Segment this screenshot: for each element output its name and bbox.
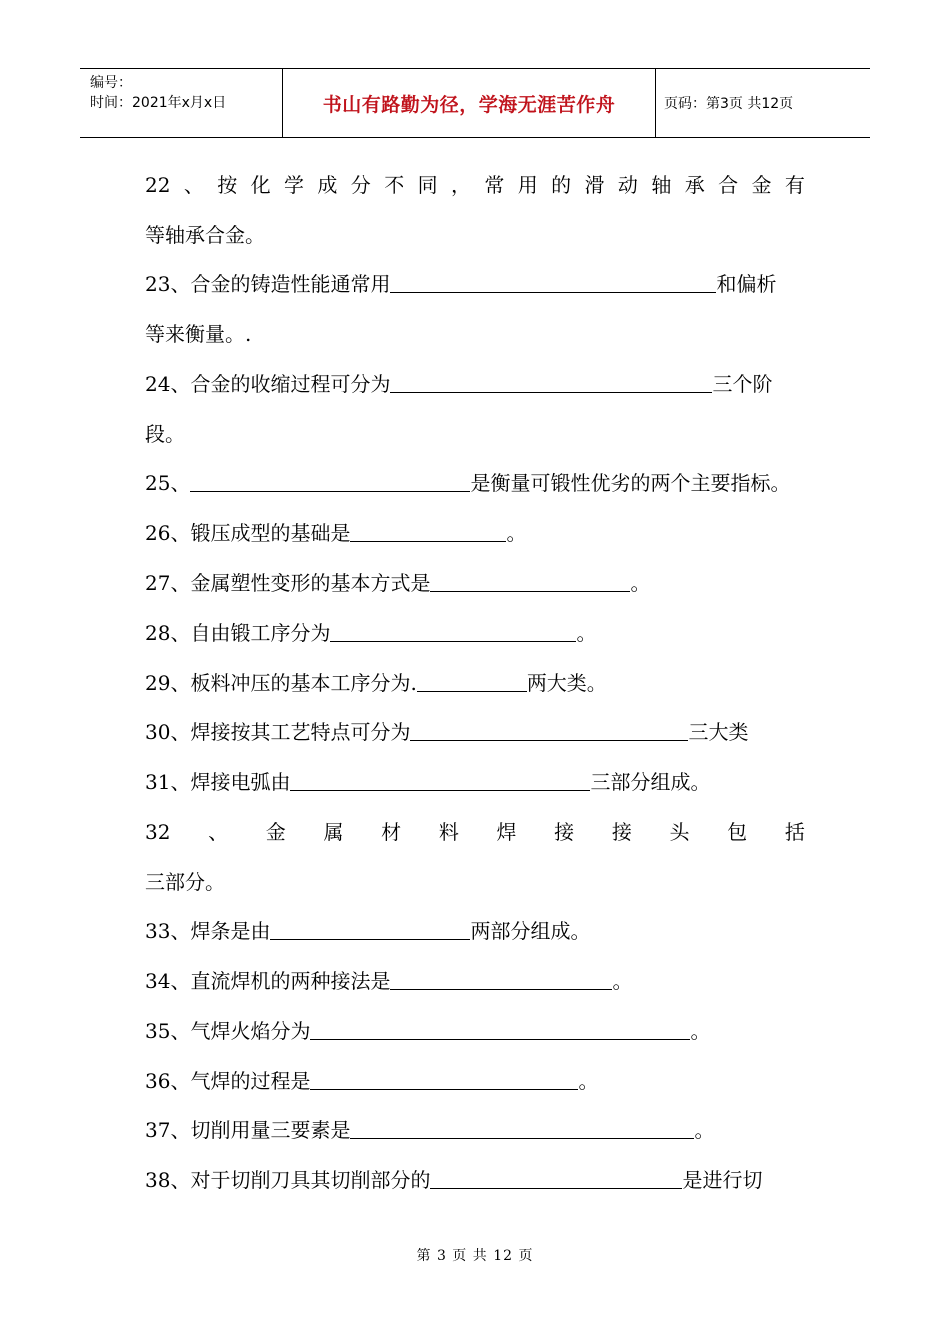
question-char: 滑: [584, 173, 605, 197]
question-char: 同: [417, 173, 438, 197]
header-divider: [655, 69, 656, 137]
question-text: 三部分组成。: [590, 770, 711, 794]
question-38: [145, 1167, 762, 1193]
question-text: 两大类。: [526, 671, 607, 695]
question-char: 化: [250, 173, 271, 197]
page-footer: 第 3 页 共 12 页: [416, 1248, 534, 1264]
question-27: [145, 570, 650, 596]
question-char: 分: [350, 173, 371, 197]
answer-blank[interactable]: [190, 471, 470, 492]
question-text: 27、金属塑性变形的基本方式是: [145, 571, 431, 595]
answer-blank[interactable]: [330, 621, 576, 642]
question-char: 有: [784, 173, 805, 197]
answer-blank[interactable]: [310, 1019, 690, 1040]
question-31: [145, 769, 710, 795]
question-text: 三个阶: [712, 372, 773, 396]
question-char: 轴: [651, 173, 672, 197]
question-text: 三大类: [688, 720, 749, 744]
question-text: 38、对于切削刀具其切削部分的: [145, 1168, 431, 1192]
question-text: 是进行切: [682, 1168, 763, 1192]
question-char: 括: [784, 820, 805, 844]
question-text: 33、焊条是由: [145, 919, 271, 943]
question-text: 23、合金的铸造性能通常用: [145, 272, 391, 296]
question-37: [145, 1117, 714, 1143]
question-34: [145, 968, 632, 994]
question-32-continued: 三部分。: [145, 870, 225, 894]
question-33: [145, 918, 590, 944]
answer-blank[interactable]: [310, 1069, 578, 1090]
question-28: [145, 620, 596, 646]
question-char: 、: [183, 173, 204, 197]
question-29: [145, 670, 607, 696]
question-36: [145, 1068, 598, 1094]
answer-blank[interactable]: [270, 919, 470, 940]
question-text: 31、焊接电弧由: [145, 770, 291, 794]
question-char: 包: [727, 820, 748, 844]
question-char: 22: [145, 173, 171, 197]
page-header: [80, 68, 870, 138]
answer-blank[interactable]: [430, 571, 630, 592]
question-char: 金: [751, 173, 772, 197]
question-char: ，: [450, 173, 471, 197]
question-text: 35、气焊火焰分为: [145, 1019, 311, 1043]
answer-blank[interactable]: [430, 1168, 682, 1189]
answer-blank[interactable]: [290, 770, 590, 791]
question-22: [145, 172, 805, 198]
question-char: 常: [484, 173, 505, 197]
question-25: [145, 470, 790, 496]
question-24: [145, 371, 772, 397]
question-30: [145, 719, 748, 745]
question-23-continued: 等来衡量。.: [145, 322, 252, 346]
question-text: 。: [630, 571, 651, 595]
header-motto: 书山有路勤为径，学海无涯苦作舟: [322, 93, 616, 116]
answer-blank[interactable]: [390, 372, 712, 393]
question-char: 材: [381, 820, 402, 844]
document-date: 时间：2021年x月x日: [90, 95, 227, 111]
answer-blank[interactable]: [417, 671, 527, 692]
question-text: 34、直流焊机的两种接法是: [145, 969, 391, 993]
answer-blank[interactable]: [390, 969, 612, 990]
question-text: 36、气焊的过程是: [145, 1069, 311, 1093]
question-char: 用: [517, 173, 538, 197]
answer-blank[interactable]: [390, 272, 716, 293]
answer-blank[interactable]: [350, 521, 506, 542]
question-text: 37、切削用量三要素是: [145, 1118, 351, 1142]
question-35: [145, 1018, 710, 1044]
question-char: 按: [217, 173, 238, 197]
question-text: 。: [694, 1118, 715, 1142]
question-text: 30、焊接按其工艺特点可分为: [145, 720, 411, 744]
question-char: 合: [718, 173, 739, 197]
header-meta: [80, 69, 282, 137]
question-char: 、: [208, 820, 229, 844]
question-text: 。: [506, 521, 527, 545]
question-char: 料: [438, 820, 459, 844]
question-char: 成: [317, 173, 338, 197]
question-text: 。: [690, 1019, 711, 1043]
question-char: 接: [554, 820, 575, 844]
question-char: 属: [323, 820, 344, 844]
question-char: 的: [551, 173, 572, 197]
question-char: 头: [669, 820, 690, 844]
question-char: 动: [617, 173, 638, 197]
question-text: 。: [578, 1069, 599, 1093]
question-23: [145, 271, 776, 297]
answer-blank[interactable]: [410, 720, 688, 741]
question-text: 。: [576, 621, 597, 645]
question-text: 26、锻压成型的基础是: [145, 521, 351, 545]
question-22-continued: 等轴承合金。: [145, 223, 265, 247]
header-page-info: 页码：第3页 共12页: [664, 96, 794, 112]
question-char: 32: [145, 820, 171, 844]
question-text: 和偏析: [716, 272, 777, 296]
question-char: 接: [611, 820, 632, 844]
question-24-continued: 段。: [145, 422, 185, 446]
question-char: 不: [384, 173, 405, 197]
question-char: 金: [265, 820, 286, 844]
question-text: 两部分组成。: [470, 919, 591, 943]
question-char: 焊: [496, 820, 517, 844]
question-text: 29、板料冲压的基本工序分为.: [145, 671, 417, 695]
question-26: [145, 520, 526, 546]
question-32: [145, 819, 805, 845]
answer-blank[interactable]: [350, 1118, 694, 1139]
document-id-label: 编号：: [90, 75, 132, 91]
question-text: 25、: [145, 471, 191, 495]
question-text: 28、自由锻工序分为: [145, 621, 331, 645]
question-char: 学: [284, 173, 305, 197]
question-text: 是衡量可锻性优劣的两个主要指标。: [470, 471, 791, 495]
question-text: 24、合金的收缩过程可分为: [145, 372, 391, 396]
question-text: 。: [612, 969, 633, 993]
question-char: 承: [684, 173, 705, 197]
